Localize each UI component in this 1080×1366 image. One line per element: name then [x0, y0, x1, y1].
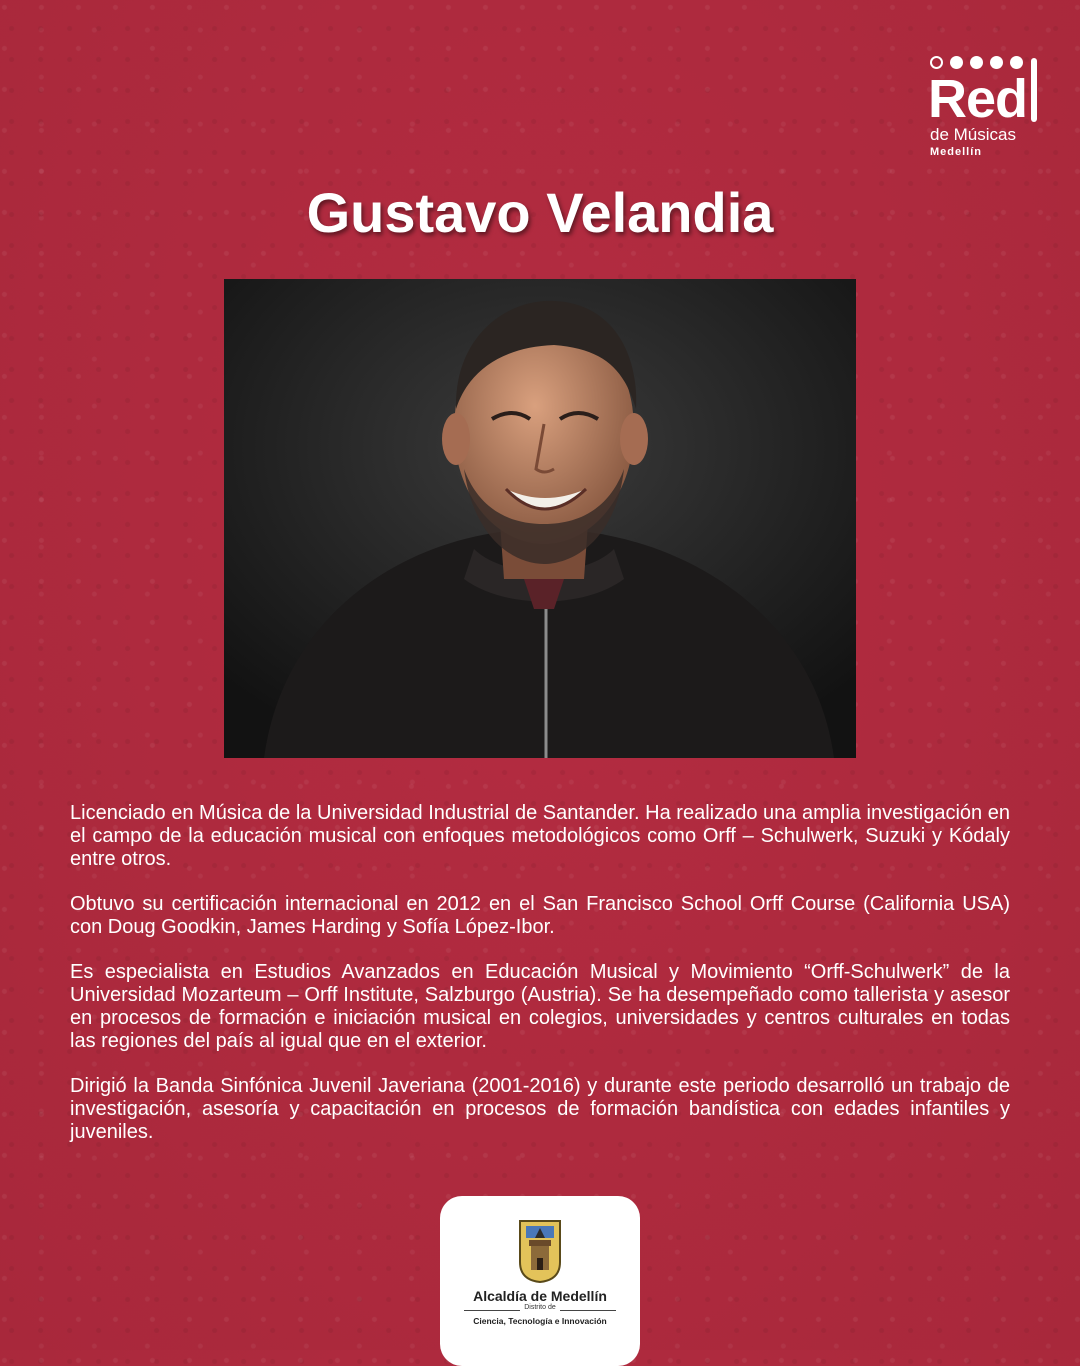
portrait-photo — [224, 279, 856, 758]
logo-wordmark: Red — [928, 69, 1028, 129]
medellin-coat-of-arms-icon — [517, 1218, 563, 1284]
red-de-musicas-logo — [928, 52, 1048, 164]
logo-subtitle: de Músicas — [930, 125, 1016, 144]
footer-department: Ciencia, Tecnología e Innovación — [473, 1316, 607, 1326]
footer-card — [440, 1196, 640, 1366]
bio-paragraph-4: Dirigió la Banda Sinfónica Juvenil Javeriana (2001-2016) y durante este periodo desarrolló un trabajo de investigación, asesoría y capacitación en procesos de formación bandística con edades infantiles y juveniles. — [70, 1075, 1010, 1143]
portrait-illustration — [224, 279, 856, 758]
bio-section — [70, 802, 1010, 1166]
logo-city: Medellín — [930, 146, 983, 158]
page-title: Gustavo Velandia — [306, 181, 774, 244]
bio-paragraph-2: Obtuvo su certificación internacional en 2012 en el San Francisco School Orff Course (California USA) con Doug Goodkin, James Harding y Sofía López-Ibor. — [70, 893, 1010, 938]
bio-paragraph-1: Licenciado en Música de la Universidad Industrial de Santander. Ha realizado una amplia investigación en el campo de la educación musical con enfoques metodológicos como Orff – Schulwerk, Suzuki y Kódaly entre otros. — [70, 802, 1010, 870]
footer-district — [440, 1304, 640, 1311]
bio-paragraph-3: Es especialista en Estudios Avanzados en Educación Musical y Movimiento “Orff-Schulwerk” de la Universidad Mozarteum – Orff Institute, Salzburgo (Austria). Se ha desempeñado como tallerista y asesor en procesos de formación e iniciación musical en colegios, universidades y centros culturales en todas las regiones del país al igual que en el exterior. — [70, 961, 1010, 1052]
logo-bar — [1031, 58, 1037, 122]
footer-name: Alcaldía de Medellín — [473, 1288, 607, 1304]
footer-district-text: Distrito de — [520, 1304, 560, 1311]
